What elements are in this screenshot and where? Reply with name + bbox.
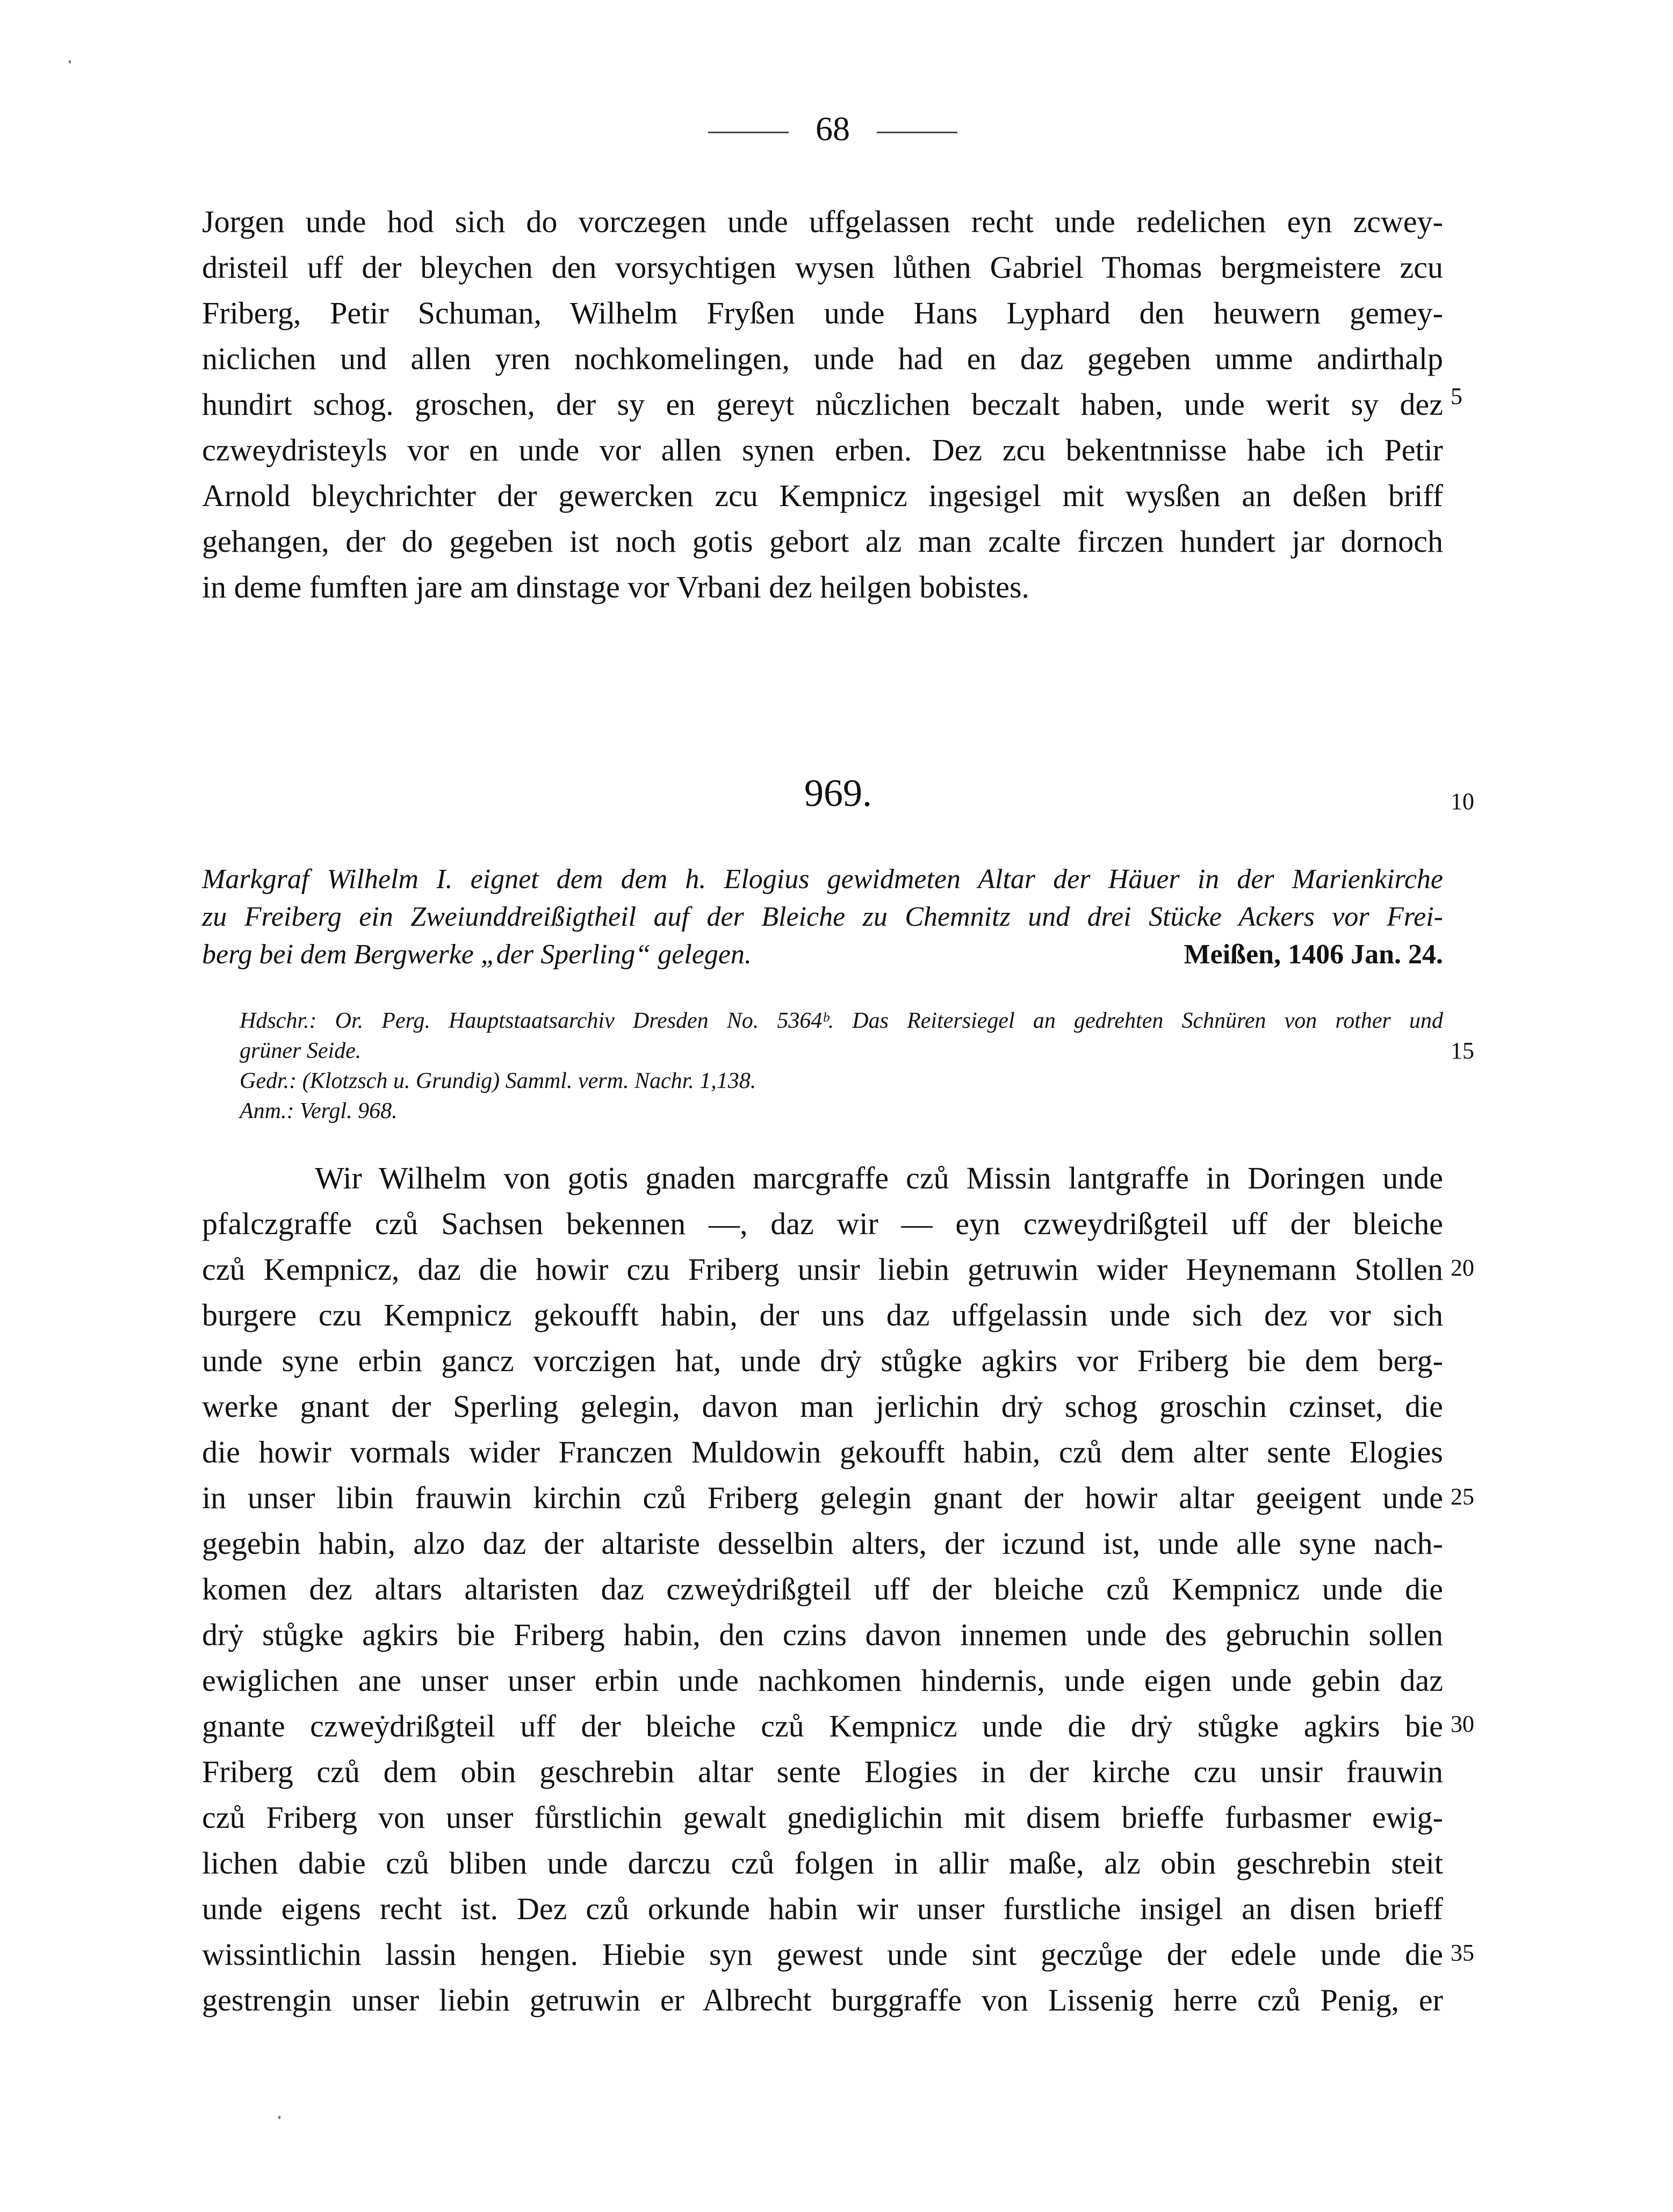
regest-line: Markgraf Wilhelm I. eignet dem dem h. Elogius gewidmeten Altar der Häuer in der Marienkirche (202, 864, 1443, 895)
text-line: ewiglichen ane unser unser erbin unde nachkomen hindernis, unde eigen unde gebin daz (202, 1663, 1443, 1698)
text-line: Friberg, Petir Schuman, Wilhelm Fryßen unde Hans Lyphard den heuwern gemey- (202, 296, 1443, 330)
line-number-margin: 35 (1451, 1940, 1474, 1966)
source-notes (240, 1006, 1443, 1126)
note-line: grüner Seide. (240, 1039, 362, 1063)
text-line: pfalczgraffe czů Sachsen bekennen —, daz wir — eyn czweydrißgteil uff der bleiche (202, 1206, 1443, 1241)
text-line: czů Kempnicz, daz die howir czu Friberg unsir liebin getruwin wider Heynemann Stollen (202, 1252, 1443, 1287)
regest-line: zu Freiberg ein Zweiunddreißigtheil auf der Bleiche zu Chemnitz und drei Stücke Ackers vor Frei- (202, 902, 1443, 932)
text-line: gehangen, der do gegeben ist noch gotis gebort alz man zcalte firczen hundert jar dornoch (202, 524, 1443, 559)
text-line: niclichen und allen yren nochkomelingen, unde had en daz gegeben umme andirthalp (202, 341, 1443, 376)
page-number-header (666, 112, 999, 146)
text-line: Wir Wilhelm von gotis gnaden marcgraffe czů Missin lantgraffe in Doringen unde (315, 1161, 1443, 1195)
text-line: Jorgen unde hod sich do vorczegen unde uffgelassen recht unde redelichen eyn zcwey- (202, 204, 1443, 239)
text-line: lichen dabie czů bliben unde darczu czů folgen in allir maße, alz obin geschrebin steit (202, 1846, 1443, 1880)
line-number-margin: 20 (1451, 1255, 1474, 1281)
text-line: gestrengin unser liebin getruwin er Albrecht burggraffe von Lissenig herre czů Penig, er (202, 1983, 1443, 2018)
text-line: dristeil uff der bleychen den vorsychtigen wysen lůthen Gabriel Thomas bergmeistere zcu (202, 250, 1443, 285)
document-text (202, 1155, 1443, 2023)
text-line: burgere czu Kempnicz gekoufft habin, der uns daz uffgelassin unde sich dez vor sich (202, 1298, 1443, 1332)
document-number: 969. (804, 772, 872, 815)
text-line: czweydristeyls vor en unde vor allen synen erben. Dez zcu bekentnnisse habe ich Petir (202, 433, 1443, 467)
scan-speck (278, 2116, 280, 2119)
text-line: in deme fumften jare am dinstage vor Vrbani dez heilgen bobistes. (202, 570, 1030, 604)
page-number: 68 (816, 110, 850, 148)
text-line: unde eigens recht ist. Dez czů orkunde habin wir unser furstliche insigel an disen brieff (202, 1891, 1443, 1926)
text-line: werke gnant der Sperling gelegin, davon man jerlichin drẏ schog groschin czinset, die (202, 1389, 1443, 1424)
text-line: Arnold bleychrichter der gewercken zcu Kempnicz ingesigel mit wysßen an deßen briff (202, 478, 1443, 513)
header-rule-right (877, 132, 957, 133)
header-rule-left (708, 132, 789, 133)
note-line: Gedr.: (Klotzsch u. Grundig) Samml. verm. Nachr. 1,138. (240, 1069, 756, 1093)
regest-line-with-date (202, 936, 1443, 974)
line-number-margin: 30 (1451, 1711, 1474, 1737)
place-date: Meißen, 1406 Jan. 24. (1184, 939, 1443, 970)
line-number-margin: 5 (1451, 383, 1462, 409)
previous-document-text (202, 199, 1443, 610)
scan-speck (69, 60, 71, 63)
note-line: Anm.: Vergl. 968. (240, 1099, 398, 1123)
line-number-margin: 25 (1451, 1483, 1474, 1510)
text-line: komen dez altars altaristen daz czweẏdrißgteil uff der bleiche czů Kempnicz unde die (202, 1572, 1443, 1606)
line-number-margin: 10 (1451, 788, 1474, 815)
regest (202, 861, 1443, 974)
text-line: unde syne erbin gancz vorczigen hat, unde drẏ stůgke agkirs vor Friberg bie dem berg- (202, 1343, 1443, 1378)
regest-line: berg bei dem Bergwerke „der Sperling“ gelegen. (202, 939, 752, 970)
text-line: die howir vormals wider Franczen Muldowin gekoufft habin, czů dem alter sente Elogies (202, 1435, 1443, 1469)
text-line: Friberg czů dem obin geschrebin altar sente Elogies in der kirche czu unsir frauwin (202, 1754, 1443, 1789)
text-line: gnante czweẏdrißgteil uff der bleiche czů Kempnicz unde die drẏ stůgke agkirs bie (202, 1709, 1443, 1743)
text-line: gegebin habin, alzo daz der altariste desselbin alters, der iczund ist, unde alle syne nach- (202, 1526, 1443, 1561)
note-line: Hdschr.: Or. Perg. Hauptstaatsarchiv Dresden No. 5364ᵇ. Das Reitersiegel an gedrehten Schnüren von rother und (240, 1008, 1443, 1033)
text-line: in unser libin frauwin kirchin czů Friberg gelegin gnant der howir altar geeigent unde (202, 1480, 1443, 1515)
text-line: hundirt schog. groschen, der sy en gereyt nůczlichen beczalt haben, unde werit sy dez (202, 387, 1443, 422)
line-number-margin: 15 (1451, 1037, 1474, 1064)
text-line: drẏ stůgke agkirs bie Friberg habin, den czins davon innemen unde des gebruchin sollen (202, 1617, 1443, 1652)
text-line: czů Friberg von unser fůrstlichin gewalt gnediglichin mit disem brieffe furbasmer ewig- (202, 1800, 1443, 1835)
text-line: wissintlichin lassin hengen. Hiebie syn gewest unde sint geczůge der edele unde die (202, 1937, 1443, 1972)
